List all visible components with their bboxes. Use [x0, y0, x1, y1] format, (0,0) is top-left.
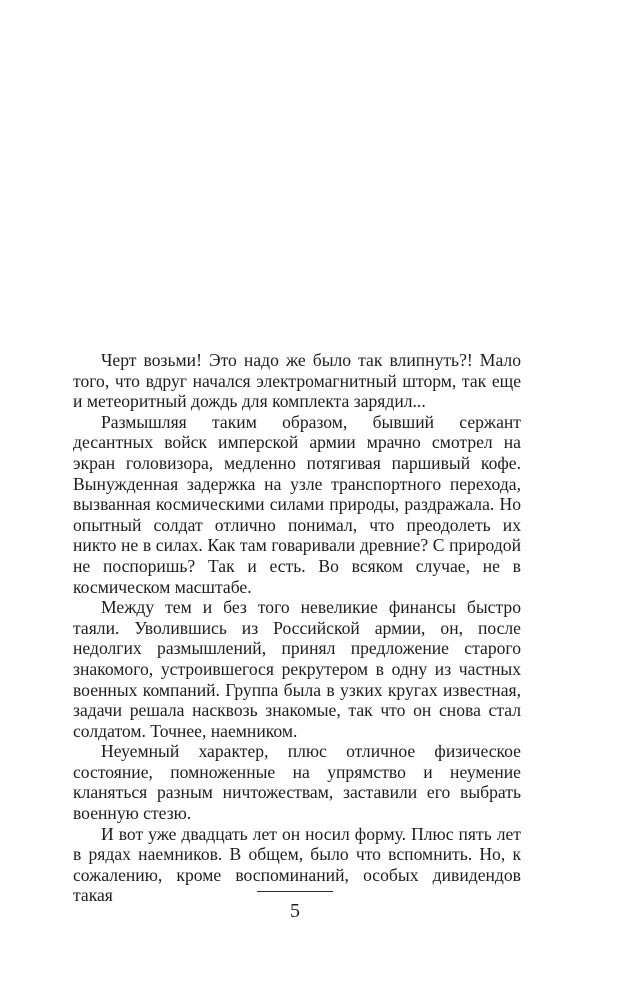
- page-number: 5: [290, 900, 300, 922]
- paragraph-5: И вот уже двадцать лет он носил форму. Плюс пять лет в рядах наемников. В общем, было что вспомнить. Но, к сожалению, кроме воспоминаний, особых дивидендов такая: [73, 823, 521, 906]
- paragraph-1: Черт возьми! Это надо же было так влипнуть?! Мало того, что вдруг начался электромагнитный шторм, так еще и метеоритный дождь для комплекта зарядил...: [73, 350, 521, 412]
- paragraph-2: Размышляя таким образом, бывший сержант десантных войск имперской армии мрачно смотрел на экран головизора, медленно потягивая паршивый кофе. Вынужденная задержка на узле транспортного перехода, вызванная космическими силами природы, раздражала. Но опытный солдат отлично понимал, что преодолеть их никто не в силах. Как там говаривали древние? С природой не поспоришь? Так и есть. Во всяком случае, не в космическом масштабе.: [73, 411, 521, 597]
- body-text: [73, 350, 521, 906]
- footer-divider: [257, 891, 333, 892]
- paragraph-4: Неуемный характер, плюс отличное физическое состояние, помноженные на упрямство и неумение кланяться разным ничтожествам, заставили его выбрать военную стезю.: [73, 741, 521, 824]
- paragraph-3: Между тем и без того невеликие финансы быстро таяли. Уволившись из Российской армии, он, после недолгих размышлений, принял предложение старого знакомого, устроившегося рекрутером в одну из частных военных компаний. Группа была в узких кругах известная, задачи решала насквозь знакомые, так что он снова стал солдатом. Точнее, наемником.: [73, 597, 521, 741]
